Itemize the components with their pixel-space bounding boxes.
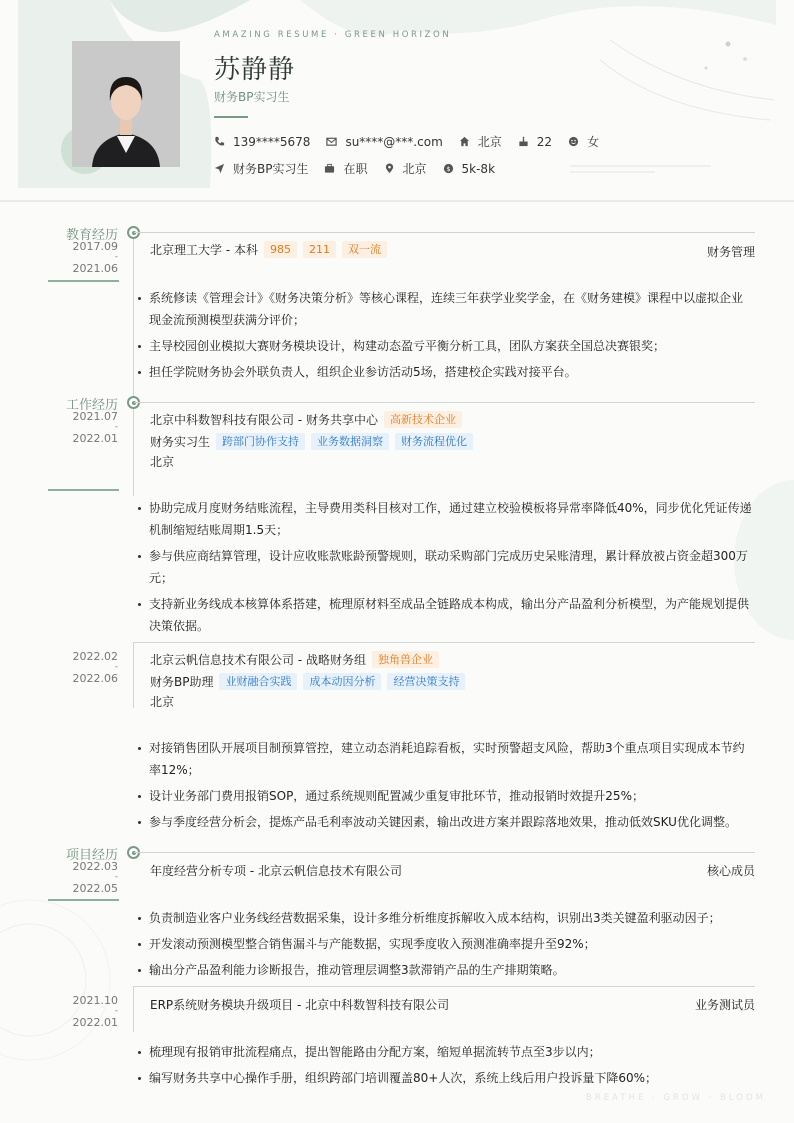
entry-divider bbox=[134, 986, 755, 987]
bullet-item: 设计业务部门费用报销SOP，通过系统规则配置减少重复审批环节，推动报销时效提升25%； bbox=[137, 785, 752, 807]
salary-text: 5k-8k bbox=[461, 161, 496, 176]
company-name: 北京中科数智科技有限公司 - 财务共享中心 bbox=[150, 413, 378, 427]
age-text: 22 bbox=[536, 134, 553, 149]
timeline-line-edu-work bbox=[133, 238, 134, 496]
bullet-item: 负责制造业客户业务线经营数据采集，设计多维分析维度拆解收入成本结构，识别出3类关键盈利驱动因子； bbox=[137, 907, 752, 929]
candidate-name: 苏静静 bbox=[214, 55, 296, 85]
school-name: 北京理工大学 - 本科 bbox=[150, 243, 258, 257]
bullet-item: 对接销售团队开展项目制预算管控，建立动态消耗追踪看板，实时预警超支风险，帮助3个重点项目实现成本节约率12%； bbox=[137, 737, 752, 781]
bullet-item: 输出分产品盈利能力诊断报告，推动管理层调整3款滞销产品的生产排期策略。 bbox=[137, 959, 752, 981]
work2-end-date: 2022.06 bbox=[72, 672, 118, 685]
skill-tag: 经营决策支持 bbox=[387, 673, 465, 690]
work2-city: 北京 bbox=[150, 695, 175, 709]
proj2-start-date: 2021.10 bbox=[72, 994, 118, 1007]
cake-icon bbox=[518, 136, 529, 147]
skill-tag: 业务数据洞察 bbox=[311, 433, 389, 450]
work2-dates: 2022.02 - 2022.06 bbox=[72, 650, 118, 685]
role-name: 财务实习生 bbox=[150, 435, 211, 449]
bullet-item: 支持新业务线成本核算体系搭建，梳理原材料至成品全链路成本构成，输出分产品盈利分析模型，为产能规划提供决策依据。 bbox=[137, 593, 752, 637]
work1-city: 北京 bbox=[150, 455, 175, 469]
work1-role-line bbox=[150, 433, 473, 450]
contact-email bbox=[326, 135, 442, 149]
work2-header bbox=[150, 651, 439, 668]
proj1-dates: 2022.03 - 2022.05 bbox=[72, 860, 118, 895]
briefcase-icon bbox=[324, 163, 335, 174]
timeline-line-work2 bbox=[133, 642, 134, 708]
edu-start-date: 2017.09 bbox=[72, 240, 118, 253]
project1-role: 核心成员 bbox=[706, 864, 755, 878]
school-tag: 985 bbox=[264, 241, 297, 258]
work2-bullets bbox=[137, 737, 752, 833]
skill-tag: 成本动因分析 bbox=[303, 673, 381, 690]
footer-watermark: BREATHE · GROW · BLOOM bbox=[586, 1093, 766, 1103]
proj2-dates: 2021.10 - 2022.01 bbox=[72, 994, 118, 1029]
gender-text: 女 bbox=[587, 135, 600, 149]
section-underline bbox=[48, 489, 119, 491]
phone-text: 139****5678 bbox=[233, 134, 311, 149]
proj1-end-date: 2022.05 bbox=[72, 882, 118, 895]
contact-status bbox=[324, 160, 367, 177]
location-icon bbox=[384, 163, 395, 174]
work1-bullets bbox=[137, 497, 752, 637]
entry-divider bbox=[134, 232, 755, 233]
bullet-item: 编写财务共享中心操作手册，组织跨部门培训覆盖80+人次，系统上线后用户投诉量下降60%； bbox=[137, 1067, 752, 1089]
contact-phone bbox=[214, 135, 310, 149]
section-underline bbox=[48, 899, 119, 901]
candidate-title: 财务BP实习生 bbox=[214, 90, 290, 104]
work2-start-date: 2022.02 bbox=[72, 650, 118, 663]
project2-role: 业务测试员 bbox=[694, 998, 755, 1012]
bullet-item: 系统修读《管理会计》《财务决策分析》等核心课程，连续三年获学业奖学金，在《财务建模》课程中以虚拟企业现金流预测模型获满分评价； bbox=[137, 287, 752, 331]
proj1-start-date: 2022.03 bbox=[72, 860, 118, 873]
entry-divider bbox=[134, 852, 755, 853]
project1-name: 年度经营分析专项 - 北京云帆信息技术有限公司 bbox=[150, 864, 402, 878]
school-tag: 双一流 bbox=[342, 241, 387, 258]
section-title-work: 工作经历 bbox=[65, 398, 118, 413]
work1-end-date: 2022.01 bbox=[72, 432, 118, 445]
bullet-item: 参与供应商结算管理，设计应收账款账龄预警规则，联动采购部门完成历史呆账清理，累计释放被占资金超300万元； bbox=[137, 545, 752, 589]
resume-slogan: AMAZING RESUME · GREEN HORIZON bbox=[214, 30, 452, 40]
accent-divider bbox=[214, 116, 248, 118]
bullet-item: 开发滚动预测模型整合销售漏斗与产能数据，实现季度收入预测准确率提升至92%； bbox=[137, 933, 752, 955]
bullet-item: 协助完成月度财务结账流程，主导费用类科目核对工作，通过建立校验模板将异常率降低40%，同步优化凭证传递机制缩短结账周期1.5天； bbox=[137, 497, 752, 541]
contact-salary bbox=[443, 162, 496, 176]
contact-home bbox=[459, 133, 502, 150]
project1-bullets bbox=[137, 907, 752, 981]
work1-dates: 2021.07 - 2022.01 bbox=[72, 410, 118, 445]
edu-bullets bbox=[137, 287, 752, 383]
status-text: 在职 bbox=[343, 162, 368, 176]
phone-icon bbox=[214, 136, 225, 147]
project2-bullets bbox=[137, 1041, 752, 1089]
profile-photo bbox=[72, 41, 180, 167]
contact-age bbox=[518, 135, 552, 149]
work1-start-date: 2021.07 bbox=[72, 410, 118, 423]
intent-text: 财务BP实习生 bbox=[233, 162, 309, 176]
company-tag: 独角兽企业 bbox=[372, 651, 439, 668]
section-title-projects: 项目经历 bbox=[65, 848, 118, 863]
city-text: 北京 bbox=[402, 162, 427, 176]
work2-role-line bbox=[150, 673, 465, 690]
skill-tag: 业财融合实践 bbox=[219, 673, 297, 690]
work1-header bbox=[150, 411, 462, 428]
contact-gender bbox=[568, 133, 599, 150]
contact-intent bbox=[214, 160, 308, 177]
send-icon bbox=[214, 163, 225, 174]
contact-row-secondary bbox=[214, 160, 511, 177]
major-name: 财务管理 bbox=[706, 245, 755, 259]
money-icon bbox=[443, 163, 454, 174]
timeline-line-proj2 bbox=[133, 986, 134, 1032]
section-title-education: 教育经历 bbox=[65, 228, 118, 243]
edu-dates: 2017.09 - 2021.06 bbox=[72, 240, 118, 275]
entry-divider bbox=[134, 642, 755, 643]
skill-tag: 跨部门协作支持 bbox=[216, 433, 305, 450]
role-name: 财务BP助理 bbox=[150, 675, 214, 689]
edu-header bbox=[150, 241, 387, 258]
home-text: 北京 bbox=[477, 135, 502, 149]
edu-end-date: 2021.06 bbox=[72, 262, 118, 275]
bullet-item: 主导校园创业模拟大赛财务模块设计，构建动态盈亏平衡分析工具，团队方案获全国总决赛银奖； bbox=[137, 335, 752, 357]
svg-text:$: $ bbox=[445, 164, 451, 173]
bullet-item: 参与季度经营分析会，提炼产品毛利率波动关键因素，输出改进方案并跟踪落地效果，推动低效SKU优化调整。 bbox=[137, 811, 752, 833]
email-text: su****@***.com bbox=[345, 134, 443, 149]
skill-tag: 财务流程优化 bbox=[395, 433, 473, 450]
project2-name: ERP系统财务模块升级项目 - 北京中科数智科技有限公司 bbox=[150, 998, 450, 1012]
company-tag: 高新技术企业 bbox=[384, 411, 462, 428]
mail-icon bbox=[326, 136, 337, 147]
bullet-item: 梳理现有报销审批流程痛点，提出智能路由分配方案，缩短单据流转节点至3步以内； bbox=[137, 1041, 752, 1063]
proj2-end-date: 2022.01 bbox=[72, 1016, 118, 1029]
bullet-item: 担任学院财务协会外联负责人，组织企业参访活动5场，搭建校企实践对接平台。 bbox=[137, 361, 752, 383]
contact-city bbox=[384, 160, 427, 177]
section-underline bbox=[48, 280, 119, 282]
home-icon bbox=[459, 136, 470, 147]
smile-icon bbox=[568, 136, 579, 147]
school-tag: 211 bbox=[303, 241, 336, 258]
entry-divider bbox=[134, 402, 755, 403]
contact-row-primary bbox=[214, 133, 615, 150]
company-name: 北京云帆信息技术有限公司 - 战略财务组 bbox=[150, 653, 366, 667]
